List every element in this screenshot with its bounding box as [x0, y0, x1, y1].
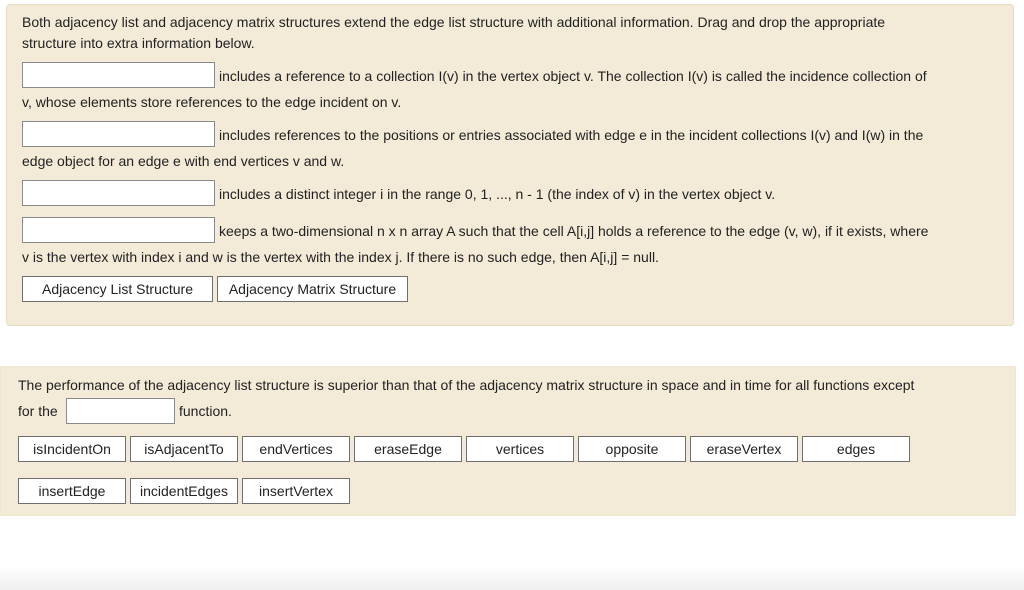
statement-4-line1: keeps a two-dimensional n x n array A such that the cell A[i,j] holds a reference to the edge (v, w), if it exists, where [219, 223, 929, 239]
q1-intro-line1: Both adjacency list and adjacency matrix structures extend the edge list structure with additional information. Drag and drop the appropriate [22, 14, 886, 30]
q2-line1: The performance of the adjacency list structure is superior than that of the adjacency matrix structure in space and in time for all functions except [18, 377, 915, 393]
option-vertices[interactable]: vertices [466, 436, 574, 462]
option-edges[interactable]: edges [802, 436, 910, 462]
option-insertvertex[interactable]: insertVertex [242, 478, 350, 504]
option-insertedge[interactable]: insertEdge [18, 478, 126, 504]
drop-target-3[interactable] [22, 180, 215, 206]
option-opposite[interactable]: opposite [578, 436, 686, 462]
q1-intro-line2: structure into extra information below. [22, 35, 255, 51]
option-incidentedges[interactable]: incidentEdges [130, 478, 238, 504]
q2-line2-after: function. [179, 403, 232, 419]
drop-target-1[interactable] [22, 62, 215, 88]
bottom-shadow [0, 566, 1024, 590]
statement-1-line1: includes a reference to a collection I(v) in the vertex object v. The collection I(v) is called the incidence collection of [219, 68, 927, 84]
q2-line2-before: for the [18, 403, 58, 419]
option-adjacency-matrix-structure[interactable]: Adjacency Matrix Structure [217, 276, 408, 302]
statement-3-line1: includes a distinct integer i in the range 0, 1, ..., n - 1 (the index of v) in the vertex object v. [219, 186, 776, 202]
option-isincidenton[interactable]: isIncidentOn [18, 436, 126, 462]
option-eraseedge[interactable]: eraseEdge [354, 436, 462, 462]
option-endvertices[interactable]: endVertices [242, 436, 350, 462]
option-adjacency-list-structure[interactable]: Adjacency List Structure [22, 276, 213, 302]
drop-target-function[interactable] [66, 398, 175, 424]
statement-1-line2: v, whose elements store references to the edge incident on v. [22, 94, 402, 110]
option-erasevertex[interactable]: eraseVertex [690, 436, 798, 462]
drop-target-2[interactable] [22, 121, 215, 147]
statement-2-line2: edge object for an edge e with end vertices v and w. [22, 153, 345, 169]
statement-4-line2: v is the vertex with index i and w is the vertex with the index j. If there is no such edge, then A[i,j] = null. [22, 249, 659, 265]
option-isadjacentto[interactable]: isAdjacentTo [130, 436, 238, 462]
drop-target-4[interactable] [22, 217, 215, 243]
statement-2-line1: includes references to the positions or entries associated with edge e in the incident collections I(v) and I(w) in the [219, 127, 924, 143]
